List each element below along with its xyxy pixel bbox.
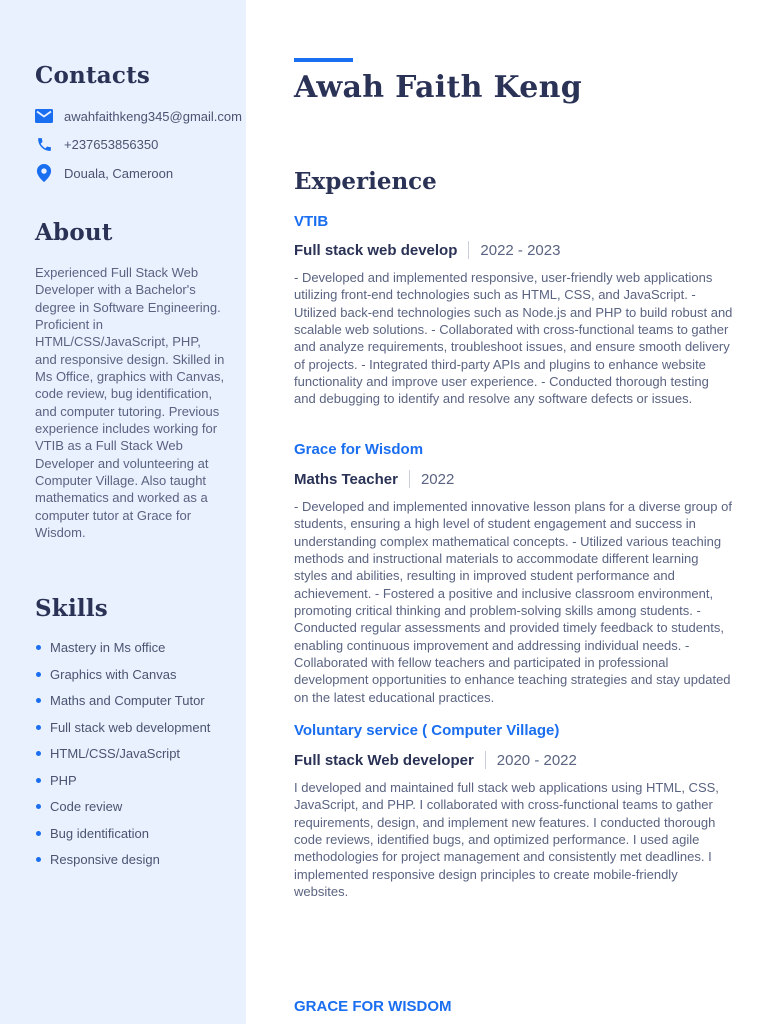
job-dates: 2022 bbox=[420, 470, 455, 488]
job-dates: 2020 - 2022 bbox=[496, 751, 577, 769]
bullet-icon bbox=[36, 804, 41, 809]
experience-heading: Experience bbox=[294, 168, 437, 195]
skill-item: Full stack web development bbox=[35, 718, 210, 745]
job-company: Voluntary service ( Computer Village) bbox=[294, 722, 560, 739]
about-heading: About bbox=[35, 219, 113, 246]
bullet-icon bbox=[36, 645, 41, 650]
skill-item: Mastery in Ms office bbox=[35, 638, 210, 665]
bullet-icon bbox=[36, 778, 41, 783]
contact-phone bbox=[35, 134, 158, 154]
bullet-icon bbox=[36, 672, 41, 677]
role-divider bbox=[409, 470, 410, 488]
mail-icon bbox=[35, 107, 53, 125]
skill-item: HTML/CSS/JavaScript bbox=[35, 744, 210, 771]
bullet-icon bbox=[36, 751, 41, 756]
job-description: - Developed and implemented responsive, user-friendly web applications utilizing front-end technologies such as HTML, CSS, and JavaScript. - Utilized back-end technologies such as Node.js and PHP to build robust and scalable web solutions. - Collaborated with cross-functional teams to gather and analyze requirements, troubleshoot issues, and ensure smooth delivery of projects. - Integrated third-party APIs and plugins to enhance website functionality and improve user experience. - Conducted thorough testing and debugging to identify and resolve any software defects or issues. bbox=[294, 270, 733, 407]
skills-list bbox=[35, 638, 210, 877]
bullet-icon bbox=[36, 698, 41, 703]
job-description: - Developed and implemented innovative lesson plans for a diverse group of students, ensuring a high level of student engagement and success in understanding complex mathematical concepts. - Utilized various teaching methods and instructional materials to accommodate different learning styles and abilities, resulting in improved student performance and achievement. - Fostered a positive and inclusive classroom environment, promoting critical thinking and problem-solving skills among students. - Conducted regular assessments and provided timely feedback to students, enabling continuous improvement and addressing individual needs. - Collaborated with fellow teachers and participated in professional development opportunities to enhance teaching strategies and stay updated on the latest educational practices. bbox=[294, 499, 732, 705]
skill-item: Code review bbox=[35, 797, 210, 824]
role-divider bbox=[485, 751, 486, 769]
location-pin-icon bbox=[35, 164, 53, 182]
about-text: Experienced Full Stack Web Developer with a Bachelor's degree in Software Engineering. Proficient in HTML/CSS/JavaScript, PHP, and responsive design. Skilled in Ms Office, graphics with Canvas, code review, bug identification, and computer tutoring. Previous experience includes working for VTIB as a Full Stack Web Developer and volunteering at Computer Village. Also taught mathematics and worked as a computer tutor at Grace for Wisdom. bbox=[35, 265, 225, 541]
email-text[interactable]: awahfaithkeng345@gmail.com bbox=[64, 108, 242, 124]
skill-item: Bug identification bbox=[35, 824, 210, 851]
skill-item: Responsive design bbox=[35, 850, 210, 877]
skill-item: Maths and Computer Tutor bbox=[35, 691, 210, 718]
person-name: Awah Faith Keng bbox=[294, 70, 582, 105]
job-company: GRACE FOR WISDOM bbox=[294, 998, 452, 1015]
job-company: VTIB bbox=[294, 213, 329, 230]
role-divider bbox=[468, 241, 469, 259]
job-role-row bbox=[294, 751, 577, 769]
sidebar bbox=[0, 0, 246, 1024]
bullet-icon bbox=[36, 725, 41, 730]
job-role-row bbox=[294, 241, 560, 259]
job-role: Full stack web develop bbox=[294, 241, 458, 259]
bullet-icon bbox=[36, 857, 41, 862]
job-description: I developed and maintained full stack web applications using HTML, CSS, JavaScript, and PHP. I collaborated with cross-functional teams to gather requirements, design, and implement new features. I conducted thorough code reviews, identified bugs, and optimized performance. I used agile methodologies for project management and consistently met deadlines. I implemented responsive design principles to create mobile-friendly websites. bbox=[294, 780, 719, 900]
job-role: Maths Teacher bbox=[294, 470, 398, 488]
skills-heading: Skills bbox=[35, 595, 108, 622]
name-accent-bar bbox=[294, 58, 353, 62]
job-dates: 2022 - 2023 bbox=[480, 241, 561, 259]
location-text: Douala, Cameroon bbox=[64, 165, 174, 181]
phone-icon bbox=[35, 135, 53, 153]
bullet-icon bbox=[36, 831, 41, 836]
contacts-heading: Contacts bbox=[35, 62, 151, 89]
job-company: Grace for Wisdom bbox=[294, 441, 424, 458]
phone-text[interactable]: +237653856350 bbox=[64, 136, 159, 152]
contact-email bbox=[35, 106, 242, 126]
skill-item: PHP bbox=[35, 771, 210, 798]
skill-item: Graphics with Canvas bbox=[35, 665, 210, 692]
job-role-row bbox=[294, 470, 454, 488]
job-role: Full stack Web developer bbox=[294, 751, 474, 769]
contact-location bbox=[35, 163, 173, 183]
